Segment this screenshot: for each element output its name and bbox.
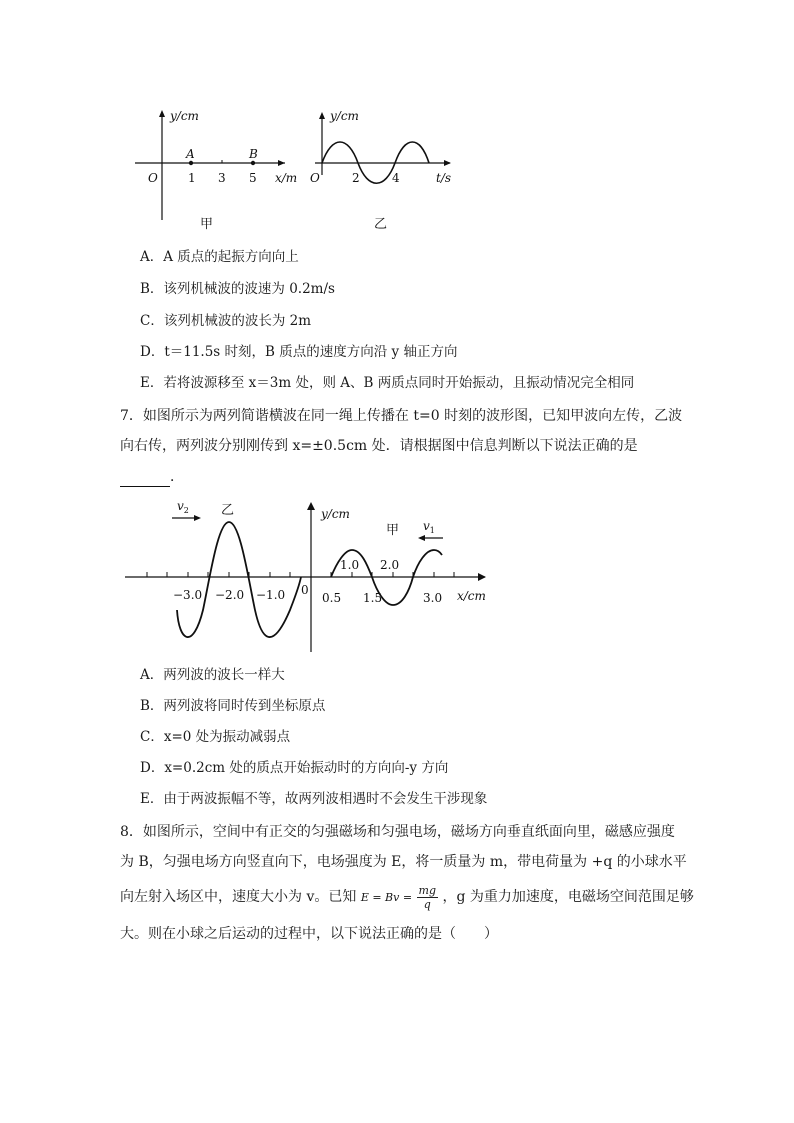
- yi-y-arrow: [319, 112, 325, 119]
- jia-y-arrow: [159, 110, 165, 117]
- q8-line-4: 大。则在小球之后运动的过程中，以下说法正确的是（ ）: [120, 926, 498, 942]
- velocity-v1-label: $v_1$: [423, 519, 435, 535]
- point-b-marker: [251, 161, 255, 165]
- tick-label: −3.0: [173, 588, 203, 602]
- wave-yi-curve: [177, 522, 301, 637]
- q7-line-2: 向右传，两列波分别刚传到 x=±0.5cm 处．请根据图中信息判断以下说法正确的是: [120, 438, 638, 454]
- q7-option-e: E．由于两波振幅不等，故两列波相遇时不会发生干涉现象: [140, 791, 488, 807]
- yi-origin: O: [310, 171, 320, 185]
- jia-origin: O: [148, 171, 158, 185]
- yi-tick-label: 4: [392, 171, 400, 185]
- jia-caption: 甲: [200, 217, 214, 232]
- yi-y-label: y/cm: [330, 109, 359, 123]
- v1-arrowhead-icon: [418, 535, 425, 541]
- q7-line-1: 7．如图所示为两列简谐横波在同一绳上传播在 t=0 时刻的波形图，已知甲波向左传，乙波: [120, 408, 683, 424]
- q7-option-d: D．x=0.2cm 处的质点开始振动时的方向向-y 方向: [140, 760, 449, 776]
- x-axis-arrow: [478, 573, 486, 581]
- q8-line-1: 8．如图所示，空间中有正交的匀强磁场和匀强电场，磁场方向垂直纸面向里，磁感应强度: [120, 824, 675, 840]
- jia-tick-label: 1: [188, 171, 196, 185]
- yi-x-arrow: [444, 160, 451, 166]
- q8-line-3-end: ，g 为重力加速度，电磁场空间范围足够: [442, 889, 694, 905]
- tick-label: −2.0: [215, 588, 245, 602]
- yi-caption: 乙: [374, 217, 388, 232]
- yi-tick-label: 2: [352, 171, 360, 185]
- x-axis-ticks: [147, 572, 454, 577]
- tick-label: 1.5: [363, 591, 383, 605]
- origin-label: 0: [301, 583, 309, 597]
- point-a-label: A: [186, 147, 195, 161]
- q8-formula: E = Bv =: [360, 891, 413, 904]
- q7-option-a: A．两列波的波长一样大: [140, 667, 285, 683]
- y-axis-arrow: [307, 502, 315, 510]
- jia-y-label: y/cm: [170, 109, 199, 123]
- q7-option-c: C．x=0 处为振动减弱点: [140, 729, 291, 745]
- q7-answer-blank: [120, 468, 170, 487]
- q8-fraction-numerator: mg: [418, 883, 437, 897]
- y-axis-label: y/cm: [321, 507, 350, 521]
- q8-fraction-denominator: q: [423, 897, 431, 911]
- crest-label: 1.0: [340, 558, 360, 572]
- q6-option-a: A．A 质点的起振方向向上: [140, 249, 299, 265]
- q7-option-b: B．两列波将同时传到坐标原点: [140, 698, 326, 714]
- q8-fraction: [417, 884, 438, 911]
- wave-jia-name: 甲: [386, 523, 400, 538]
- yi-x-label: t/s: [436, 171, 452, 185]
- tick-label: 3.0: [423, 591, 443, 605]
- q6-option-c: C．该列机械波的波长为 2m: [140, 313, 312, 329]
- q7-blank-period: ．: [170, 469, 184, 485]
- x-axis-label: x/cm: [457, 589, 486, 603]
- q6-option-b: B．该列机械波的波速为 0.2m/s: [140, 281, 335, 297]
- q6-option-d: D．t＝11.5s 时刻，B 质点的速度方向沿 y 轴正方向: [140, 344, 458, 360]
- figure-wave-graphs: [120, 100, 470, 240]
- tick-label: 0.5: [322, 591, 342, 605]
- jia-tick-label: 5: [249, 171, 257, 185]
- q8-line-3-start: 向左射入场区中，速度大小为 v。已知: [120, 889, 357, 905]
- crest-label: 2.0: [380, 558, 400, 572]
- jia-x-label: x/m: [275, 171, 298, 185]
- point-a-marker: [189, 161, 193, 165]
- tick-label: −1.0: [256, 588, 286, 602]
- figure-two-waves: [115, 492, 495, 660]
- jia-x-arrow: [278, 160, 285, 166]
- velocity-v2-subscript: 2: [183, 506, 189, 515]
- velocity-v1-subscript: 1: [429, 526, 435, 535]
- q6-option-e: E．若将波源移至 x＝3m 处，则 A、B 两质点同时开始振动，且振动情况完全相同: [140, 375, 635, 391]
- velocity-v2-label: $v_2$: [177, 499, 189, 515]
- v2-arrowhead-icon: [194, 515, 201, 521]
- wave-yi-name: 乙: [221, 503, 235, 518]
- point-b-label: B: [249, 147, 258, 161]
- q8-line-2: 为 B，匀强电场方向竖直向下，电场强度为 E，将一质量为 m，带电荷量为 +q 的小球水平: [120, 854, 687, 870]
- q8-line-3: [120, 880, 694, 915]
- jia-tick-label: 3: [218, 171, 226, 185]
